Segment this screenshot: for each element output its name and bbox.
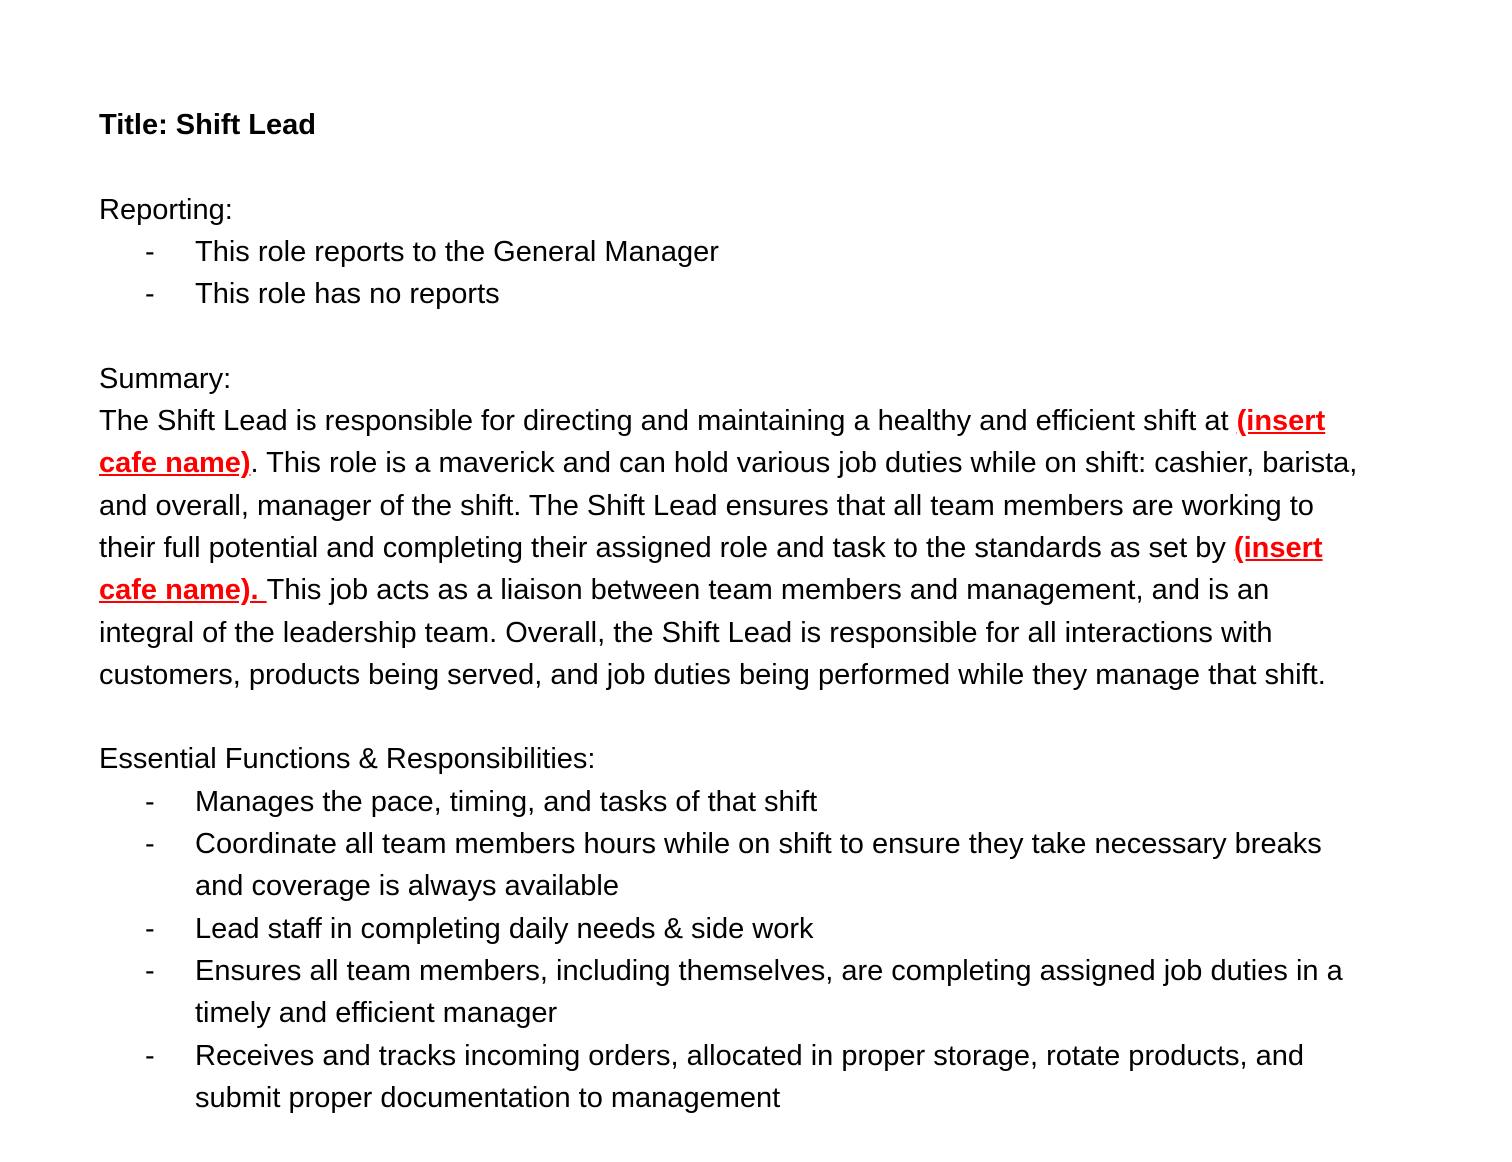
reporting-list — [99, 231, 1512, 316]
blank-line — [99, 315, 1512, 357]
list-item-text: Receives and tracks incoming orders, allocated in proper storage, rotate products, and submit proper documentation to management — [195, 1039, 1305, 1114]
summary-heading: Summary: — [99, 362, 232, 395]
dash-bullet: - — [145, 235, 155, 268]
reporting-heading: Reporting: — [99, 193, 233, 226]
dash-bullet: - — [145, 954, 155, 987]
list-item-text: Manages the pace, timing, and tasks of that shift — [195, 785, 818, 818]
dash-bullet: - — [145, 1039, 155, 1072]
blank-line — [99, 696, 1512, 738]
summary-text: The Shift Lead is responsible for directing and maintaining a healthy and efficient shift at — [99, 405, 1237, 438]
list-item — [99, 1035, 1345, 1120]
list-item-text: This role has no reports — [195, 278, 500, 311]
dash-bullet: - — [145, 912, 155, 945]
dash-bullet: - — [145, 828, 155, 861]
list-item-text: Coordinate all team members hours while on shift to ensure they take necessary breaks and coverage is always available — [195, 828, 1322, 903]
blank-line — [99, 146, 1512, 188]
list-item — [99, 908, 1345, 950]
list-item-text: This role reports to the General Manager — [195, 235, 719, 268]
list-item — [99, 823, 1345, 908]
document-title: Title: Shift Lead — [99, 109, 316, 141]
list-item — [99, 950, 1345, 1035]
list-item — [99, 781, 1345, 823]
summary-text: . This role is a maverick and can hold various job duties while on shift: cashier, barista, and overall, manager of the shift. The Shift Lead ensures that all team members are working to their full potential and completing their assigned role and task to the standards as set by — [99, 447, 1358, 564]
functions-list — [99, 781, 1512, 1119]
summary-text: This job acts as a liaison between team members and management, and is an integral of the leadership team. Overall, the Shift Lead is responsible for all interactions with customers, products being served, and job duties being performed while they manage that shift. — [99, 574, 1326, 691]
list-item — [99, 231, 1345, 273]
dash-bullet: - — [145, 785, 155, 818]
cafe-name-placeholder: (insert cafe name). — [99, 531, 1323, 607]
cafe-name-placeholder: (insert cafe name) — [99, 405, 1326, 480]
functions-heading: Essential Functions & Responsibilities: — [99, 743, 596, 776]
list-item — [99, 273, 1345, 315]
summary-paragraph — [99, 400, 1359, 696]
dash-bullet: - — [145, 278, 155, 311]
list-item-text: Lead staff in completing daily needs & side work — [195, 912, 814, 945]
list-item-text: Ensures all team members, including themselves, are completing assigned job duties in a timely and efficient manager — [195, 954, 1343, 1030]
